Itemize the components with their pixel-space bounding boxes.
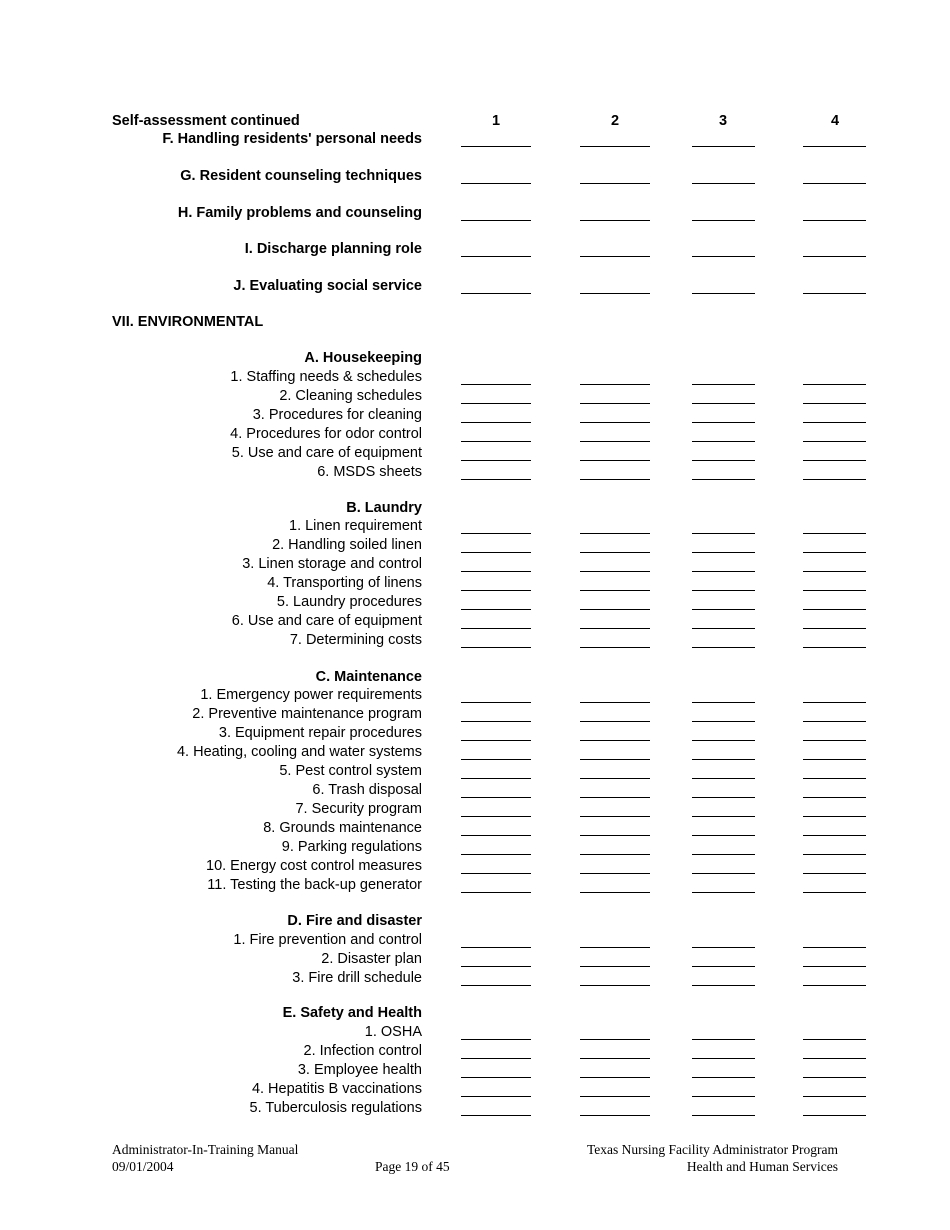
rating-blank-2[interactable] [580,759,650,760]
rating-blank-1[interactable] [461,816,531,817]
rating-blank-2[interactable] [580,873,650,874]
rating-blank-2[interactable] [580,533,650,534]
page-heading: Self-assessment continued [112,113,300,129]
assessment-item [0,857,950,876]
rating-blank-3[interactable] [692,1039,755,1040]
assessment-item [0,444,950,463]
rating-blank-1[interactable] [461,220,531,221]
rating-blank-4[interactable] [803,293,866,294]
rating-blank-2[interactable] [580,460,650,461]
rating-blank-2[interactable] [580,966,650,967]
rating-blank-4[interactable] [803,256,866,257]
rating-blank-4[interactable] [803,816,866,817]
item-label: 11. Testing the back-up generator [207,877,422,893]
rating-blank-4[interactable] [803,647,866,648]
rating-blank-1[interactable] [461,854,531,855]
rating-blank-3[interactable] [692,702,755,703]
rating-blank-1[interactable] [461,1058,531,1059]
assessment-item [0,425,950,444]
rating-blank-2[interactable] [580,1096,650,1097]
subsection-heading [0,668,950,687]
rating-blank-2[interactable] [580,647,650,648]
rating-blank-3[interactable] [692,403,755,404]
item-label: 2. Cleaning schedules [279,388,422,404]
item-label: 6. Use and care of equipment [231,613,422,629]
rating-blank-1[interactable] [461,183,531,184]
assessment-item [0,1061,950,1080]
footer-program: Texas Nursing Facility Administrator Program [586,1142,838,1157]
assessment-item [0,463,950,482]
rating-blank-1[interactable] [461,422,531,423]
assessment-item [0,277,950,296]
rating-blank-4[interactable] [803,571,866,572]
rating-blank-3[interactable] [692,721,755,722]
assessment-item [0,204,950,223]
rating-blank-4[interactable] [803,835,866,836]
rating-blank-4[interactable] [803,590,866,591]
rating-blank-1[interactable] [461,740,531,741]
rating-blank-3[interactable] [692,1077,755,1078]
rating-blank-3[interactable] [692,854,755,855]
rating-blank-4[interactable] [803,966,866,967]
assessment-item [0,406,950,425]
rating-blank-4[interactable] [803,721,866,722]
item-label: G. Resident counseling techniques [180,168,422,184]
rating-blank-2[interactable] [580,854,650,855]
item-label: I. Discharge planning role [244,241,422,257]
rating-blank-4[interactable] [803,628,866,629]
rating-blank-4[interactable] [803,854,866,855]
rating-blank-1[interactable] [461,797,531,798]
rating-blank-2[interactable] [580,571,650,572]
assessment-item [0,130,950,149]
item-label: J. Evaluating social service [233,278,422,294]
rating-blank-3[interactable] [692,759,755,760]
rating-blank-1[interactable] [461,256,531,257]
rating-blank-4[interactable] [803,1096,866,1097]
assessment-item [0,536,950,555]
footer-manual-title: Administrator-In-Training Manual [112,1142,299,1157]
rating-blank-2[interactable] [580,146,650,147]
rating-blank-1[interactable] [461,778,531,779]
assessment-item [0,950,950,969]
rating-blank-3[interactable] [692,966,755,967]
item-label: 4. Hepatitis B vaccinations [251,1081,422,1097]
rating-blank-4[interactable] [803,609,866,610]
item-label: 1. Staffing needs & schedules [230,369,422,385]
column-header-1: 1 [491,113,501,129]
rating-blank-2[interactable] [580,628,650,629]
rating-blank-3[interactable] [692,873,755,874]
rating-blank-4[interactable] [803,441,866,442]
rating-blank-3[interactable] [692,647,755,648]
item-label: 3. Linen storage and control [242,556,422,572]
assessment-item [0,876,950,895]
footer-left [112,1141,298,1175]
rating-blank-1[interactable] [461,647,531,648]
rating-blank-1[interactable] [461,479,531,480]
item-label: 2. Disaster plan [321,951,422,967]
assessment-item [0,724,950,743]
rating-blank-1[interactable] [461,571,531,572]
item-label: 5. Laundry procedures [276,594,422,610]
item-label: B. Laundry [346,500,422,516]
rating-blank-3[interactable] [692,479,755,480]
assessment-item [0,574,950,593]
rating-blank-1[interactable] [461,441,531,442]
rating-blank-3[interactable] [692,590,755,591]
section-title: VII. ENVIRONMENTAL [112,314,264,330]
rating-blank-2[interactable] [580,552,650,553]
rating-blank-4[interactable] [803,533,866,534]
rating-blank-1[interactable] [461,609,531,610]
rating-blank-3[interactable] [692,778,755,779]
item-label: 6. MSDS sheets [317,464,422,480]
rating-blank-3[interactable] [692,1058,755,1059]
assessment-item [0,1042,950,1061]
rating-blank-3[interactable] [692,571,755,572]
subsection-heading [0,349,950,368]
rating-blank-2[interactable] [580,892,650,893]
rating-blank-1[interactable] [461,873,531,874]
assessment-item [0,631,950,650]
rating-blank-4[interactable] [803,220,866,221]
footer-right [587,1141,838,1175]
rating-blank-2[interactable] [580,384,650,385]
rating-blank-1[interactable] [461,533,531,534]
assessment-item [0,1080,950,1099]
rating-blank-3[interactable] [692,422,755,423]
rating-blank-1[interactable] [461,1039,531,1040]
rating-blank-1[interactable] [461,947,531,948]
rating-blank-1[interactable] [461,384,531,385]
rating-blank-4[interactable] [803,422,866,423]
assessment-item [0,612,950,631]
rating-blank-1[interactable] [461,835,531,836]
assessment-item [0,368,950,387]
item-label: 2. Infection control [303,1043,422,1059]
item-label: 3. Employee health [297,1062,422,1078]
rating-blank-2[interactable] [580,816,650,817]
item-label: 9. Parking regulations [281,839,422,855]
rating-blank-2[interactable] [580,479,650,480]
rating-blank-2[interactable] [580,985,650,986]
item-label: 1. Linen requirement [289,518,422,534]
item-label: 1. Fire prevention and control [233,932,422,948]
rating-blank-1[interactable] [461,966,531,967]
rating-blank-1[interactable] [461,146,531,147]
rating-blank-3[interactable] [692,892,755,893]
footer-agency: Health and Human Services [686,1159,838,1174]
assessment-item [0,517,950,536]
rating-blank-4[interactable] [803,740,866,741]
rating-blank-3[interactable] [692,816,755,817]
rating-blank-2[interactable] [580,422,650,423]
rating-blank-4[interactable] [803,1115,866,1116]
assessment-item [0,555,950,574]
footer-date: 09/01/2004 [112,1159,174,1174]
rating-blank-2[interactable] [580,947,650,948]
rating-blank-2[interactable] [580,1077,650,1078]
item-label: 2. Handling soiled linen [272,537,422,553]
assessment-item [0,781,950,800]
column-header-2: 2 [610,113,620,129]
rating-blank-2[interactable] [580,1058,650,1059]
rating-blank-1[interactable] [461,1077,531,1078]
rating-blank-1[interactable] [461,702,531,703]
rating-blank-4[interactable] [803,384,866,385]
rating-blank-3[interactable] [692,220,755,221]
item-label: A. Housekeeping [304,350,422,366]
rating-blank-4[interactable] [803,183,866,184]
rating-blank-3[interactable] [692,146,755,147]
item-label: 3. Equipment repair procedures [218,725,422,741]
rating-blank-4[interactable] [803,702,866,703]
item-label: 5. Use and care of equipment [231,445,422,461]
item-label: 4. Heating, cooling and water systems [176,744,422,760]
item-label: C. Maintenance [315,669,422,685]
rating-blank-1[interactable] [461,1096,531,1097]
rating-blank-4[interactable] [803,460,866,461]
assessment-item [0,686,950,705]
item-label: 1. Emergency power requirements [200,687,422,703]
rating-blank-3[interactable] [692,609,755,610]
assessment-item [0,762,950,781]
item-label: 6. Trash disposal [312,782,422,798]
rating-blank-2[interactable] [580,778,650,779]
rating-blank-4[interactable] [803,778,866,779]
rating-blank-3[interactable] [692,628,755,629]
rating-blank-4[interactable] [803,403,866,404]
rating-blank-2[interactable] [580,220,650,221]
rating-blank-3[interactable] [692,797,755,798]
assessment-item [0,800,950,819]
rating-blank-3[interactable] [692,552,755,553]
assessment-item [0,1099,950,1118]
rating-blank-4[interactable] [803,985,866,986]
rating-blank-2[interactable] [580,1115,650,1116]
item-label: 4. Transporting of linens [267,575,422,591]
subsection-heading [0,1004,950,1023]
rating-blank-2[interactable] [580,256,650,257]
rating-blank-4[interactable] [803,759,866,760]
rating-blank-3[interactable] [692,835,755,836]
item-label: E. Safety and Health [282,1005,422,1021]
assessment-item [0,593,950,612]
rating-blank-2[interactable] [580,740,650,741]
rating-blank-2[interactable] [580,293,650,294]
item-label: 2. Preventive maintenance program [192,706,422,722]
rating-blank-4[interactable] [803,947,866,948]
rating-blank-1[interactable] [461,460,531,461]
rating-blank-1[interactable] [461,403,531,404]
assessment-item [0,838,950,857]
item-label: 7. Determining costs [289,632,422,648]
item-label: H. Family problems and counseling [177,205,422,221]
rating-blank-2[interactable] [580,590,650,591]
column-header-3: 3 [718,113,728,129]
rating-blank-2[interactable] [580,797,650,798]
rating-blank-4[interactable] [803,1058,866,1059]
assessment-item [0,1023,950,1042]
rating-blank-3[interactable] [692,533,755,534]
item-label: 7. Security program [295,801,422,817]
rating-blank-2[interactable] [580,609,650,610]
assessment-item [0,743,950,762]
rating-blank-4[interactable] [803,797,866,798]
rating-blank-3[interactable] [692,460,755,461]
rating-blank-4[interactable] [803,552,866,553]
rating-blank-3[interactable] [692,384,755,385]
item-label: D. Fire and disaster [287,913,422,929]
item-label: 5. Tuberculosis regulations [249,1100,422,1116]
rating-blank-1[interactable] [461,1115,531,1116]
item-label: 3. Procedures for cleaning [252,407,422,423]
rating-blank-4[interactable] [803,892,866,893]
rating-blank-2[interactable] [580,702,650,703]
assessment-item [0,931,950,950]
assessment-item [0,819,950,838]
rating-blank-1[interactable] [461,590,531,591]
rating-blank-1[interactable] [461,293,531,294]
assessment-item [0,240,950,259]
assessment-item [0,969,950,988]
rating-blank-3[interactable] [692,441,755,442]
assessment-item [0,705,950,724]
rating-blank-3[interactable] [692,256,755,257]
rating-blank-4[interactable] [803,479,866,480]
item-label: 8. Grounds maintenance [263,820,422,836]
rating-blank-2[interactable] [580,835,650,836]
rating-blank-3[interactable] [692,1096,755,1097]
rating-blank-3[interactable] [692,740,755,741]
subsection-heading [0,499,950,518]
rating-blank-4[interactable] [803,1077,866,1078]
rating-blank-3[interactable] [692,1115,755,1116]
rating-blank-2[interactable] [580,183,650,184]
item-label: 4. Procedures for odor control [230,426,422,442]
rating-blank-1[interactable] [461,552,531,553]
rating-blank-1[interactable] [461,985,531,986]
item-label: 10. Energy cost control measures [206,858,422,874]
column-header-4: 4 [830,113,840,129]
item-label: 3. Fire drill schedule [292,970,422,986]
rating-blank-3[interactable] [692,293,755,294]
rating-blank-4[interactable] [803,873,866,874]
rating-blank-1[interactable] [461,759,531,760]
rating-blank-1[interactable] [461,892,531,893]
rating-blank-4[interactable] [803,1039,866,1040]
item-label: F. Handling residents' personal needs [162,131,422,147]
rating-blank-4[interactable] [803,146,866,147]
assessment-item [0,167,950,186]
assessment-item [0,387,950,406]
rating-blank-2[interactable] [580,403,650,404]
rating-blank-2[interactable] [580,1039,650,1040]
footer-page-number: Page 19 of 45 [375,1159,450,1174]
rating-blank-2[interactable] [580,721,650,722]
rating-blank-2[interactable] [580,441,650,442]
rating-blank-1[interactable] [461,721,531,722]
item-label: 5. Pest control system [279,763,422,779]
rating-blank-1[interactable] [461,628,531,629]
subsection-heading [0,912,950,931]
rating-blank-3[interactable] [692,947,755,948]
rating-blank-3[interactable] [692,183,755,184]
rating-blank-3[interactable] [692,985,755,986]
item-label: 1. OSHA [364,1024,422,1040]
